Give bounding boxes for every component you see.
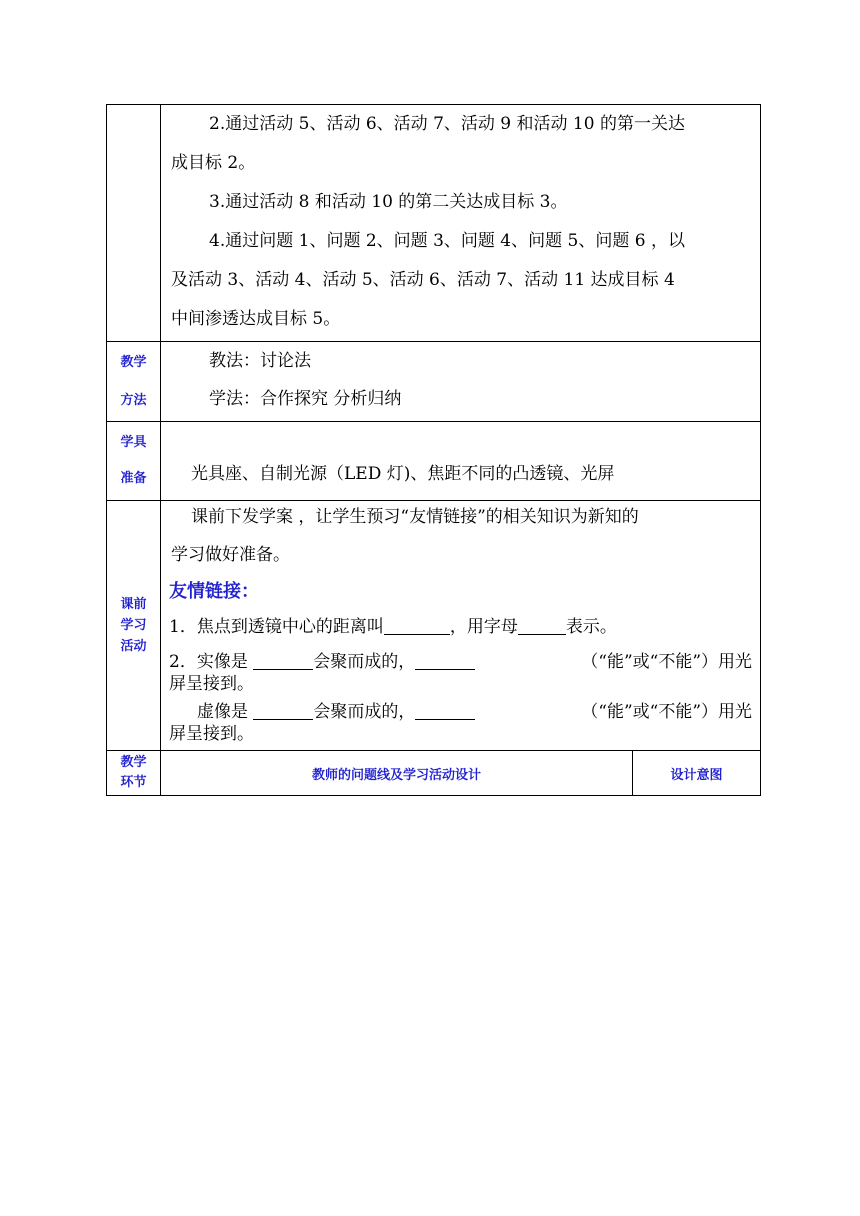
tools-label-line2: 准备 xyxy=(120,471,147,486)
tools-row xyxy=(107,422,761,501)
q3-text-d: 屏呈接到。 xyxy=(169,724,254,744)
q2-text-d: 屏呈接到。 xyxy=(169,674,254,694)
goal-4-line-a: 4.通过问题 1、问题 2、问题 3、问题 4、问题 5、问题 6 ，以 xyxy=(209,231,685,251)
design-column-header: 教师的问题线及学习活动设计 xyxy=(161,751,633,796)
goal-2-line-b: 成目标 2。 xyxy=(171,153,256,173)
q3-blank-2 xyxy=(415,702,475,720)
q1-blank-1 xyxy=(384,617,450,635)
question-1 xyxy=(161,609,760,645)
preclass-content xyxy=(161,501,761,751)
q2-text-c: （“能”或“不能”）用光 xyxy=(581,652,753,672)
learning-method: 学法：合作探究 分析归纳 xyxy=(209,389,402,409)
tools-label xyxy=(107,422,161,501)
tools-label-line1: 学具 xyxy=(120,435,147,450)
question-2 xyxy=(161,651,760,695)
preclass-label-line2: 学习 xyxy=(120,618,147,633)
link-title: 友情链接： xyxy=(169,581,259,602)
intent-column-header: 设计意图 xyxy=(633,751,761,796)
teaching-method: 教法：讨论法 xyxy=(209,351,311,371)
goal-3: 3.通过活动 8 和活动 10 的第二关达成目标 3。 xyxy=(209,192,568,212)
goals-row xyxy=(107,105,761,342)
goal-4-line-c: 中间渗透达成目标 5。 xyxy=(171,309,341,329)
q2-text-b: 会聚而成的， xyxy=(313,652,416,672)
methods-label xyxy=(107,342,161,422)
goal-2-line-a: 2.通过活动 5、活动 6、活动 7、活动 9 和活动 10 的第一关达 xyxy=(209,114,685,134)
q1-text-b: ，用字母 xyxy=(449,617,518,637)
q2-text-a: 2．实像是 xyxy=(169,652,254,672)
q2-blank-1 xyxy=(253,652,313,670)
lesson-plan-table xyxy=(106,104,761,796)
q3-text-a: 虚像是 xyxy=(197,702,254,722)
q2-blank-2 xyxy=(415,652,475,670)
section-label-line2: 环节 xyxy=(120,775,147,790)
tools-text: 光具座、自制光源（LED 灯)、焦距不同的凸透镜、光屏 xyxy=(191,464,615,484)
preclass-label xyxy=(107,501,161,751)
section-header-row xyxy=(107,751,761,796)
q3-line-1 xyxy=(169,701,752,723)
tools-content xyxy=(161,422,761,501)
q2-line-1 xyxy=(169,651,752,673)
preclass-label-line3: 活动 xyxy=(120,639,147,654)
goal-4-line-b: 及活动 3、活动 4、活动 5、活动 6、活动 7、活动 11 达成目标 4 xyxy=(171,270,675,290)
question-3 xyxy=(161,701,760,745)
methods-label-line1: 教学 xyxy=(120,354,147,370)
preclass-intro-a: 课前下发学案 ，让学生预习“友情链接”的相关知识为新知的 xyxy=(191,507,639,527)
q1-blank-2 xyxy=(518,617,566,635)
goals-label-cell xyxy=(107,105,161,342)
q3-text-c: （“能”或“不能”）用光 xyxy=(581,702,753,722)
methods-row xyxy=(107,342,761,422)
preclass-intro-b: 学习做好准备。 xyxy=(171,545,290,565)
methods-content xyxy=(161,342,761,422)
section-label xyxy=(107,751,161,796)
q1-text-a: 1．焦点到透镜中心的距离叫 xyxy=(169,617,384,637)
goals-content-cell xyxy=(161,105,761,342)
preclass-label-line1: 课前 xyxy=(120,597,147,612)
q3-text-b: 会聚而成的， xyxy=(313,702,416,722)
methods-label-line2: 方法 xyxy=(120,392,147,408)
section-label-line1: 教学 xyxy=(120,755,147,770)
q3-blank-1 xyxy=(253,702,313,720)
q1-text-c: 表示。 xyxy=(565,617,617,637)
preclass-row xyxy=(107,501,761,751)
